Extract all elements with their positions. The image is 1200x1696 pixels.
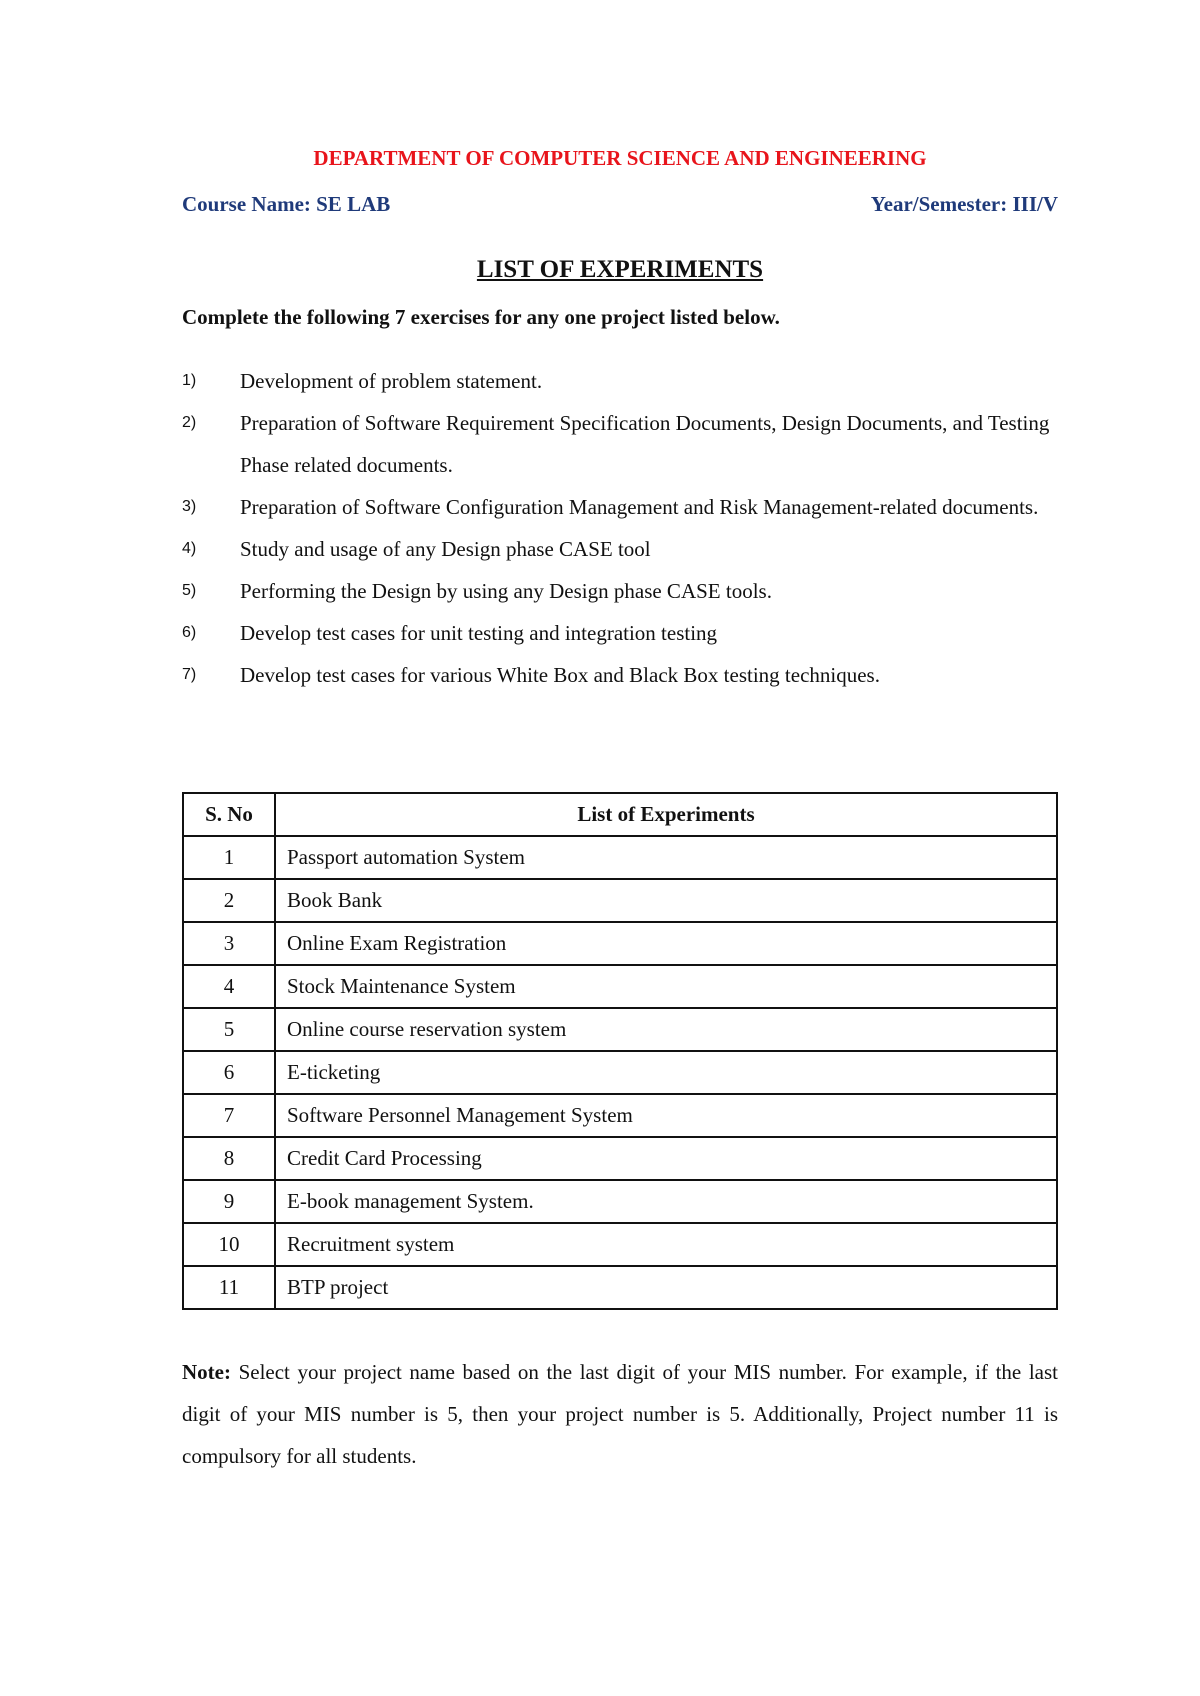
note-paragraph <box>182 1351 1058 1477</box>
exercise-number: 5) <box>182 582 197 599</box>
table-row <box>183 1180 1057 1223</box>
instruction-text: Complete the following 7 exercises for any one project listed below. <box>182 305 780 329</box>
exercise-text: Study and usage of any Design phase CASE tool <box>240 537 651 561</box>
exercise-text: Preparation of Software Requirement Specification Documents, Design Documents, and Testing Phase related documents. <box>240 411 1050 477</box>
exercise-number: 2) <box>182 414 197 431</box>
cell-experiment: Stock Maintenance System <box>275 965 1057 1008</box>
course-name: Course Name: SE LAB <box>182 192 391 216</box>
exercise-text: Performing the Design by using any Design phase CASE tools. <box>240 579 772 603</box>
cell-sno: 2 <box>183 879 275 922</box>
exercise-text: Preparation of Software Configuration Management and Risk Management-related documents. <box>240 495 1039 519</box>
table-row <box>183 1223 1057 1266</box>
table-row <box>183 1051 1057 1094</box>
course-info-line <box>182 192 1058 217</box>
cell-experiment: E-book management System. <box>275 1180 1057 1223</box>
table-header-row <box>183 793 1057 836</box>
department-heading: DEPARTMENT OF COMPUTER SCIENCE AND ENGINEERING <box>313 146 927 170</box>
exercise-item <box>182 570 1062 612</box>
cell-experiment: Online Exam Registration <box>275 922 1057 965</box>
exercise-item <box>182 612 1062 654</box>
table-row <box>183 965 1057 1008</box>
year-semester: Year/Semester: III/V <box>870 192 1058 216</box>
table-row <box>183 1266 1057 1309</box>
exercise-item <box>182 528 1062 570</box>
cell-sno: 6 <box>183 1051 275 1094</box>
exercise-number: 6) <box>182 624 197 641</box>
cell-experiment: Recruitment system <box>275 1223 1057 1266</box>
note-label: Note: <box>182 1360 231 1384</box>
cell-sno: 8 <box>183 1137 275 1180</box>
note-text: Select your project name based on the last digit of your MIS number. For example, if the last digit of your MIS number is 5, then your project number is 5. Additionally, Project number 11 is compulsory for all students. <box>182 1360 1058 1468</box>
cell-experiment: Software Personnel Management System <box>275 1094 1057 1137</box>
table-row <box>183 1008 1057 1051</box>
table-row <box>183 1137 1057 1180</box>
table-row <box>183 922 1057 965</box>
exercise-number: 1) <box>182 372 197 389</box>
cell-experiment: Book Bank <box>275 879 1057 922</box>
cell-experiment: BTP project <box>275 1266 1057 1309</box>
cell-sno: 5 <box>183 1008 275 1051</box>
column-header-sno: S. No <box>183 793 275 836</box>
exercise-item <box>182 402 1062 486</box>
exercise-text: Develop test cases for various White Box and Black Box testing techniques. <box>240 663 880 687</box>
cell-experiment: Credit Card Processing <box>275 1137 1057 1180</box>
exercise-list <box>182 360 1062 696</box>
cell-sno: 4 <box>183 965 275 1008</box>
column-header-experiments: List of Experiments <box>275 793 1057 836</box>
cell-sno: 3 <box>183 922 275 965</box>
cell-experiment: Online course reservation system <box>275 1008 1057 1051</box>
cell-experiment: E-ticketing <box>275 1051 1057 1094</box>
exercise-text: Develop test cases for unit testing and integration testing <box>240 621 718 645</box>
cell-sno: 10 <box>183 1223 275 1266</box>
cell-experiment: Passport automation System <box>275 836 1057 879</box>
exercise-item <box>182 654 1062 696</box>
cell-sno: 11 <box>183 1266 275 1309</box>
cell-sno: 1 <box>183 836 275 879</box>
exercise-number: 3) <box>182 498 197 515</box>
table-row <box>183 879 1057 922</box>
exercise-item <box>182 486 1062 528</box>
cell-sno: 9 <box>183 1180 275 1223</box>
exercise-text: Development of problem statement. <box>240 369 543 393</box>
experiments-table <box>182 792 1058 1310</box>
exercise-number: 7) <box>182 666 197 683</box>
exercise-number: 4) <box>182 540 197 557</box>
page-title: LIST OF EXPERIMENTS <box>476 256 764 283</box>
cell-sno: 7 <box>183 1094 275 1137</box>
exercise-item <box>182 360 1062 402</box>
table-row <box>183 836 1057 879</box>
table-row <box>183 1094 1057 1137</box>
